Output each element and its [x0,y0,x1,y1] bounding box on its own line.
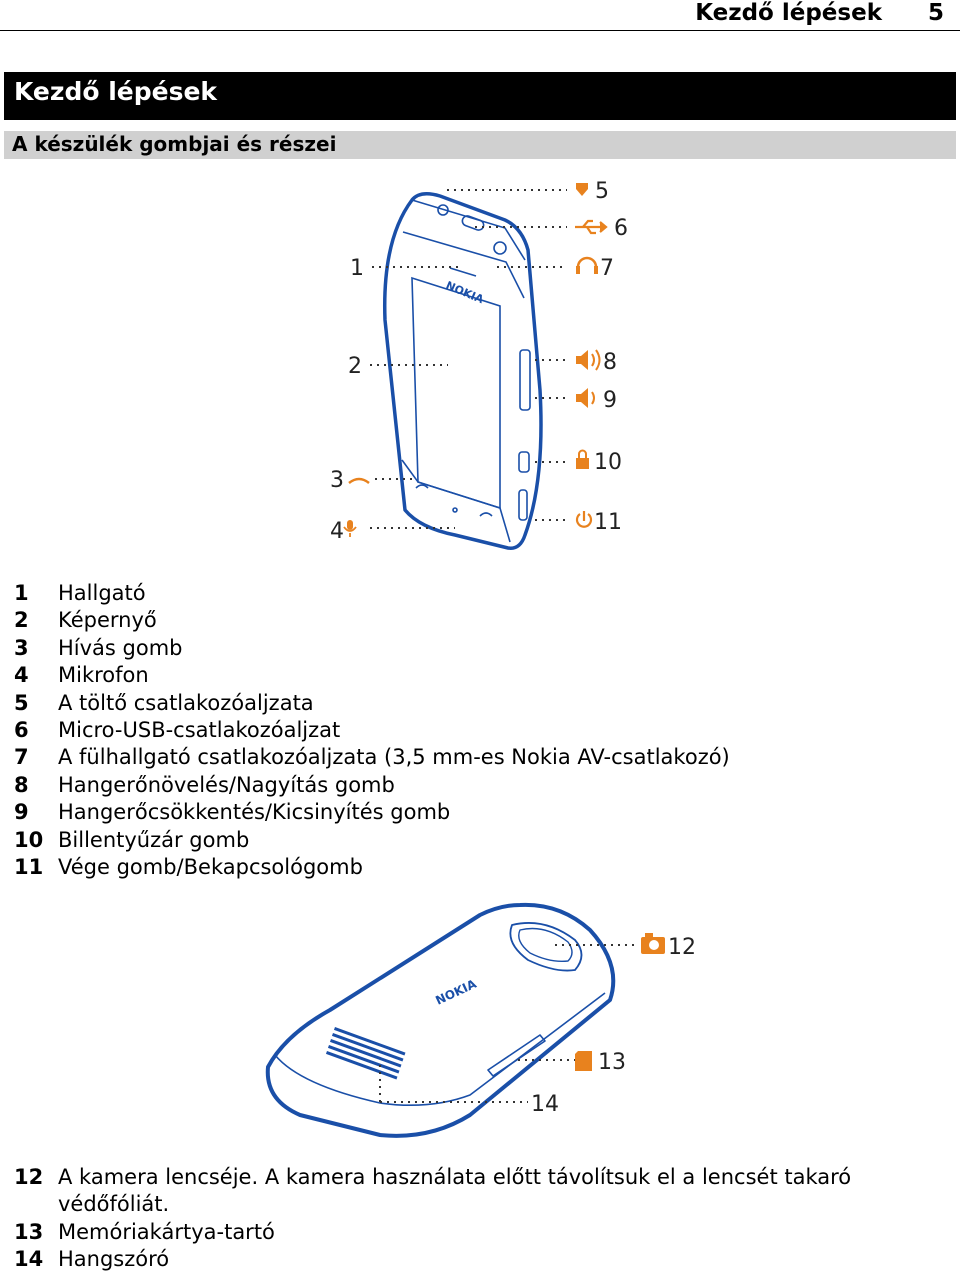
headphones-icon [578,258,596,272]
front-device-figure [0,170,960,570]
list-item-label: A fülhallgató csatlakozóaljzata (3,5 mm-es Nokia AV-csatlakozó) [58,745,730,770]
list-item-label: Mikrofon [58,663,149,688]
list-item-label: Hangerőnövelés/Nagyítás gomb [58,772,395,797]
charger-icon [576,183,588,196]
microphone-icon [344,520,356,537]
callout-14: 14 [531,1092,559,1117]
callout-4: 4 [330,519,344,544]
list-item-number: 11 [14,855,44,880]
memory-card-icon [575,1051,592,1071]
callout-5: 5 [595,179,609,204]
running-header [0,0,960,31]
callout-11: 11 [594,510,622,535]
usb-icon [575,221,606,233]
list-item [14,717,730,744]
list-item [14,580,730,607]
list-item [14,690,730,717]
list-item-label: Memóriakártya-tartó [58,1219,275,1244]
list-item-number: 1 [14,581,29,605]
list-item [14,662,730,689]
call-icon [349,479,369,483]
list-item-label: Hangszóró [58,1247,170,1272]
list-item [14,799,730,826]
lock-icon [576,451,589,470]
list-item [14,1164,938,1219]
page-number: 5 [927,0,944,26]
section-title: A készülék gombjai és részei [12,132,337,156]
callout-8: 8 [603,350,617,375]
callout-1: 1 [350,256,364,281]
back-device-figure [0,895,960,1150]
list-item-number: 5 [14,690,29,715]
back-brand-text: NOKIA [433,976,479,1008]
list-item-label: Hangerőcsökkentés/Kicsinyítés gomb [58,800,451,825]
list-item [14,827,730,854]
list-item [14,772,730,799]
list-item [14,1246,938,1273]
list-item-label: Micro-USB-csatlakozóaljzat [58,718,341,743]
list-item-number: 6 [14,718,29,743]
parts-list-front [14,580,730,881]
list-item-number: 14 [14,1247,44,1272]
callout-6: 6 [614,216,628,241]
list-item-label: Billentyűzár gomb [58,827,250,852]
volume-down-icon [576,388,594,408]
callout-7: 7 [600,256,614,281]
list-item-number: 13 [14,1219,44,1244]
list-item [14,1219,938,1246]
list-item [14,607,730,634]
screen-outline [412,278,500,508]
list-item-label: Hívás gomb [58,635,183,660]
list-item-number: 7 [14,745,29,770]
callout-3: 3 [330,468,344,493]
list-item [14,635,730,662]
back-cover-outline [268,905,614,1136]
list-item-number: 2 [14,608,29,633]
list-item-number: 9 [14,800,29,825]
list-item-number: 4 [14,663,29,688]
list-item-label: Hallgató [58,581,146,605]
list-item-label: A töltő csatlakozóaljzata [58,690,314,715]
list-item [14,854,730,881]
list-item-number: 3 [14,635,29,660]
list-item-number: 8 [14,772,29,797]
running-title: Kezdő lépések [695,0,882,26]
list-item-label: Vége gomb/Bekapcsológomb [58,855,363,880]
chapter-title: Kezdő lépések [14,77,218,106]
list-item-number: 10 [14,827,44,852]
list-item [14,744,730,771]
front-brand-text: NOKIA [443,278,486,307]
callout-12: 12 [668,935,696,960]
section-bar [4,131,956,159]
callout-13: 13 [598,1050,626,1075]
list-item-number: 12 [14,1165,44,1189]
list-item-label: A kamera lencséje. A kamera használata előtt távolítsuk el a lencsét takaró védőfóliát. [58,1165,852,1217]
power-icon [577,511,591,527]
volume-up-icon [576,350,600,370]
camera-icon [641,933,665,954]
callout-2: 2 [348,354,362,379]
list-item-label: Képernyő [58,608,157,633]
speaker-grille [326,1027,406,1079]
callout-10: 10 [594,450,622,475]
parts-list-back [14,1164,938,1274]
chapter-bar [4,72,956,120]
callout-9: 9 [603,388,617,413]
